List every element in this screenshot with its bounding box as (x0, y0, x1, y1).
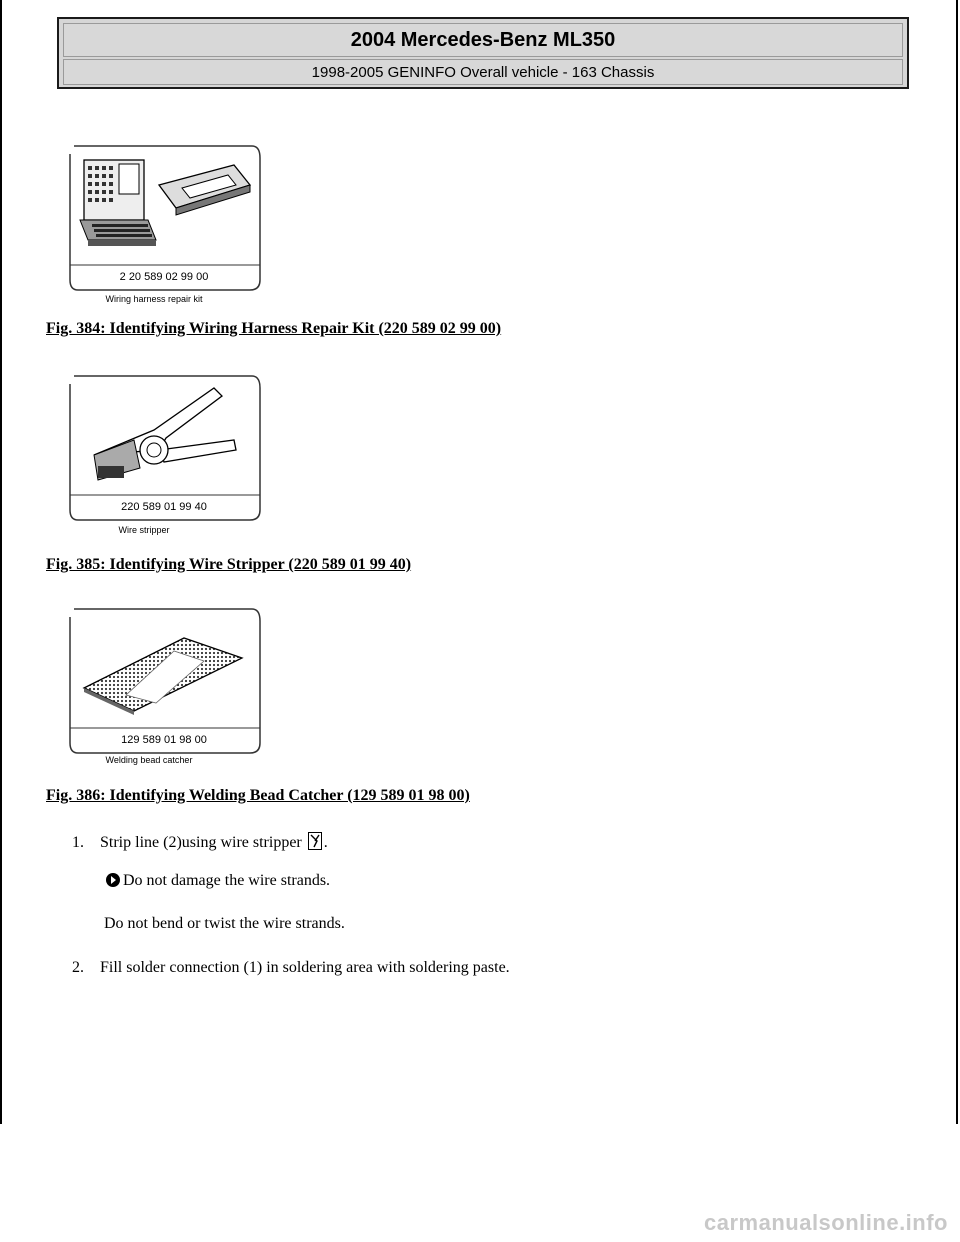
figure-385-caption: Fig. 385: Identifying Wire Stripper (220 589 01 99 40) (46, 556, 412, 573)
step-1-number: 1. (72, 834, 84, 851)
document-header (57, 17, 909, 89)
step-2-number: 2. (72, 959, 84, 976)
site-watermark: carmanualsonline.info (704, 1210, 948, 1235)
figure-384-part-number: 2 20 589 02 99 00 (119, 271, 209, 283)
figure-386-part-number: 129 589 01 98 00 (121, 734, 207, 746)
figure-384-label: Wiring harness repair kit (105, 294, 203, 304)
section-subtitle: 1998-2005 GENINFO Overall vehicle - 163 Chassis (63, 59, 903, 85)
figure-384-caption: Fig. 384: Identifying Wiring Harness Repair Kit (220 589 02 99 00) (46, 320, 502, 337)
figure-384-image (64, 140, 264, 305)
step-1-suffix: . (323, 834, 328, 851)
step-1-note-1 (103, 872, 330, 893)
wire-stripper-tool-icon (308, 832, 322, 855)
figure-386-label: Welding bead catcher (105, 755, 193, 765)
step-1-text: Strip line (2)using wire stripper (100, 834, 302, 851)
figure-385-label: Wire stripper (118, 525, 170, 535)
step-2-text: Fill solder connection (1) in soldering area with soldering paste. (100, 959, 510, 976)
figure-386-caption: Fig. 386: Identifying Welding Bead Catcher (129 589 01 98 00) (46, 787, 470, 804)
vehicle-title: 2004 Mercedes-Benz ML350 (63, 23, 903, 57)
figure-386-image (64, 603, 264, 768)
step-1-note-1-text: Do not damage the wire strands. (123, 872, 331, 889)
step-2 (72, 959, 510, 977)
caution-icon (105, 872, 121, 893)
figure-385-part-number: 220 589 01 99 40 (121, 501, 207, 513)
step-1-note-2: Do not bend or twist the wire strands. (104, 915, 345, 932)
step-1 (72, 832, 328, 855)
figure-385-image (64, 370, 264, 540)
